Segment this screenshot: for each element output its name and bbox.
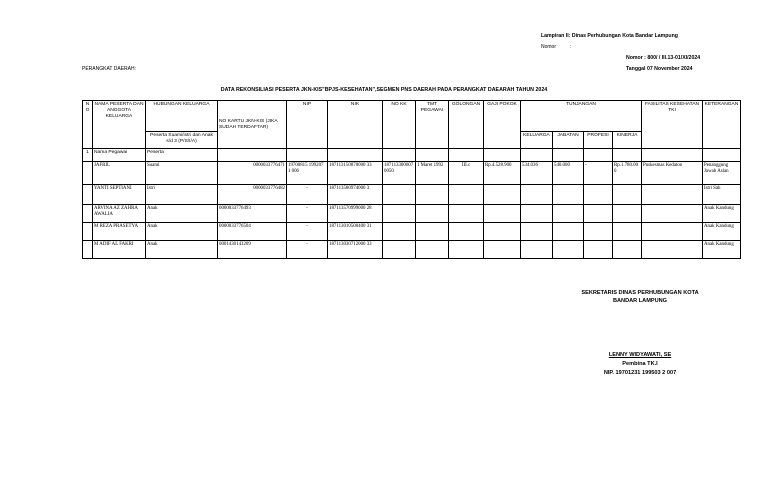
cell-jabatan: 540.000 — [553, 162, 584, 185]
cell-no — [83, 185, 93, 205]
cell-empty — [642, 149, 703, 162]
header-tunjangan: TUNJANGAN — [521, 101, 642, 132]
cell-nip: 19700815 199207 1 006 — [287, 162, 328, 185]
header-keluarga: KELUARGA — [521, 132, 553, 149]
cell-empty — [416, 241, 449, 259]
cell-empty — [416, 149, 449, 162]
cell-empty — [584, 205, 613, 223]
nomor-colon: : — [570, 44, 572, 50]
table-row — [83, 223, 741, 241]
cell-no — [83, 241, 93, 259]
table-row — [83, 162, 741, 185]
cell-kartu: 0001430143209 — [218, 241, 287, 259]
cell-empty — [484, 205, 521, 223]
cell-hubungan: Anak — [146, 205, 218, 223]
cell-empty — [703, 149, 741, 162]
table-row — [83, 241, 741, 259]
cell-empty — [416, 185, 449, 205]
header-no: NO — [83, 101, 93, 149]
cell-empty — [584, 185, 613, 205]
cell-tmt: 1 Maret 1992 — [416, 162, 449, 185]
cell-kartu: 0000033776504 — [218, 223, 287, 241]
cell-empty — [449, 149, 484, 162]
cell-empty — [383, 185, 416, 205]
nomor-full: Nomor : 800/ / III.13-01/XI/2024 — [626, 55, 701, 61]
cell-empty — [449, 223, 484, 241]
signature-rank: Pembina TK.I — [622, 361, 658, 367]
cell-kinerja: Rp.1.780.000 — [613, 162, 642, 185]
cell-empty — [449, 205, 484, 223]
cell-nik: 187113030712000 33 — [328, 241, 383, 259]
cell-keterangan: Anak Kandung — [703, 223, 741, 241]
cell-no — [83, 223, 93, 241]
cell-nama: ARVINA AZ ZAHRA AWALIA — [93, 205, 146, 223]
cell-keluarga: 534.036 — [521, 162, 553, 185]
cell-keterangan: Anak Kandung — [703, 205, 741, 223]
cell-empty — [521, 223, 553, 241]
table-header-row — [83, 101, 741, 132]
header-kinerja: KINERJA — [613, 132, 642, 149]
cell-gaji: Rp.4.528.900 — [484, 162, 521, 185]
header-nokk: NO KK — [383, 101, 416, 149]
table-row — [83, 185, 741, 205]
cell-empty — [642, 223, 703, 241]
cell-empty — [642, 241, 703, 259]
perangkat-daerah-label: PERANGKAT DAERAH: — [82, 66, 136, 72]
header-golongan: GOLONGAN — [449, 101, 484, 149]
cell-empty — [383, 223, 416, 241]
cell-empty — [218, 149, 287, 162]
cell-no — [83, 205, 93, 223]
cell-empty — [383, 149, 416, 162]
cell-empty — [484, 149, 521, 162]
cell-empty — [449, 241, 484, 259]
cell-empty — [613, 205, 642, 223]
cell-nip: - — [287, 205, 328, 223]
cell-empty — [613, 241, 642, 259]
cell-nama: M ADIF AL FAKRI — [93, 241, 146, 259]
cell-no: 1 — [83, 149, 93, 162]
cell-empty — [642, 205, 703, 223]
cell-kartu: 0000033776471 — [218, 162, 287, 185]
document-title: DATA REKONSILIASI PESERTA JKN-KIS"BPJS-KESEHATAN",SEGMEN PNS DAERAH PADA PERANGKAT DAEARAH TAHUN 2024 — [220, 87, 548, 93]
lampiran-label: Lampiran II: Dinas Perhubungan Kota Bandar Lampung — [541, 33, 678, 39]
cell-empty — [553, 149, 584, 162]
signature-name: LENNY WIDYAWATI, SE — [608, 352, 672, 358]
cell-empty — [613, 223, 642, 241]
cell-empty — [613, 149, 642, 162]
cell-empty — [521, 185, 553, 205]
table-row — [83, 149, 741, 162]
cell-nip: - — [287, 223, 328, 241]
cell-kartu: 0000033776482 — [218, 185, 287, 205]
cell-empty — [584, 149, 613, 162]
cell-empty — [383, 241, 416, 259]
signature-title-line1: SEKRETARIS DINAS PERHUBUNGAN KOTA — [581, 290, 699, 296]
cell-golongan: III.c — [449, 162, 484, 185]
cell-keterangan: Anak Kandung — [703, 241, 741, 259]
header-tmt: TMT PEGAWAI — [416, 101, 449, 149]
cell-empty — [484, 223, 521, 241]
cell-empty — [449, 185, 484, 205]
header-kartu: NO KARTU JKN-KIS (JIKA SUDAH TERDAFTAR) — [218, 101, 287, 149]
header-nik: NIK — [328, 101, 383, 149]
header-faskes: FASILITAS KESEHATAN TKI — [642, 101, 703, 149]
cell-hubungan: Suami — [146, 162, 218, 185]
cell-no — [83, 162, 93, 185]
cell-nik: 187113010500400 31 — [328, 223, 383, 241]
cell-nik: 187113580974000 3 — [328, 185, 383, 205]
tanggal: Tanggal 07 November 2024 — [626, 66, 693, 72]
header-hubungan: HUBUNGAN KELUARGA — [146, 101, 218, 132]
cell-empty — [521, 241, 553, 259]
cell-empty — [584, 223, 613, 241]
cell-empty — [553, 241, 584, 259]
cell-nip: - — [287, 241, 328, 259]
cell-hubungan: Anak — [146, 241, 218, 259]
cell-hubungan: Peserta — [146, 149, 218, 162]
cell-empty — [553, 223, 584, 241]
cell-profesi: - — [584, 162, 613, 185]
header-nama: NAMA PESERTA DAN ANGGOTA KELUARGA — [93, 101, 146, 149]
cell-nama: YANTI SEPTIANI — [93, 185, 146, 205]
cell-empty — [521, 205, 553, 223]
cell-empty — [553, 185, 584, 205]
cell-empty — [613, 185, 642, 205]
header-hubungan-sub: Peserta Suami/istri dan Anak s/d 3 (P/S/I/A) — [146, 132, 218, 149]
table-row — [83, 205, 741, 223]
signature-nip: NIP. 19701231 199503 2 007 — [603, 370, 677, 376]
reconciliation-table — [82, 100, 741, 259]
cell-nip: - — [287, 185, 328, 205]
header-jabatan: JABATAN — [553, 132, 584, 149]
cell-nama: M REZA PRASETYA — [93, 223, 146, 241]
cell-empty — [416, 205, 449, 223]
header-gaji: GAJI POKOK — [484, 101, 521, 149]
cell-nik: 187113570999000 28 — [328, 205, 383, 223]
cell-empty — [484, 185, 521, 205]
cell-keterangan: Istri Sah — [703, 185, 741, 205]
cell-empty — [383, 205, 416, 223]
cell-empty — [642, 185, 703, 205]
cell-nik: 187113150870000 33 — [328, 162, 383, 185]
cell-empty — [287, 149, 328, 162]
cell-empty — [328, 149, 383, 162]
cell-hubungan: Istri — [146, 185, 218, 205]
cell-empty — [484, 241, 521, 259]
header-profesi: PROFESI — [584, 132, 613, 149]
cell-hubungan: Anak — [146, 223, 218, 241]
signature-title-line2: BANDAR LAMPUNG — [612, 298, 668, 304]
header-keterangan: KETERANGAN — [703, 101, 741, 149]
header-nip: NIP — [287, 101, 328, 149]
nomor-label: Nomor — [541, 44, 557, 50]
cell-nokk: 187113300607 0050 — [383, 162, 416, 185]
cell-empty — [553, 205, 584, 223]
cell-keterangan: Penanggung Jawab Aslan — [703, 162, 741, 185]
cell-nama: JAFRIL — [93, 162, 146, 185]
cell-empty — [521, 149, 553, 162]
cell-kartu: 0000033776493 — [218, 205, 287, 223]
cell-nama: Nama Pegawai — [93, 149, 146, 162]
cell-empty — [416, 223, 449, 241]
cell-empty — [584, 241, 613, 259]
cell-faskes: Puskesmas Kedaton — [642, 162, 703, 185]
